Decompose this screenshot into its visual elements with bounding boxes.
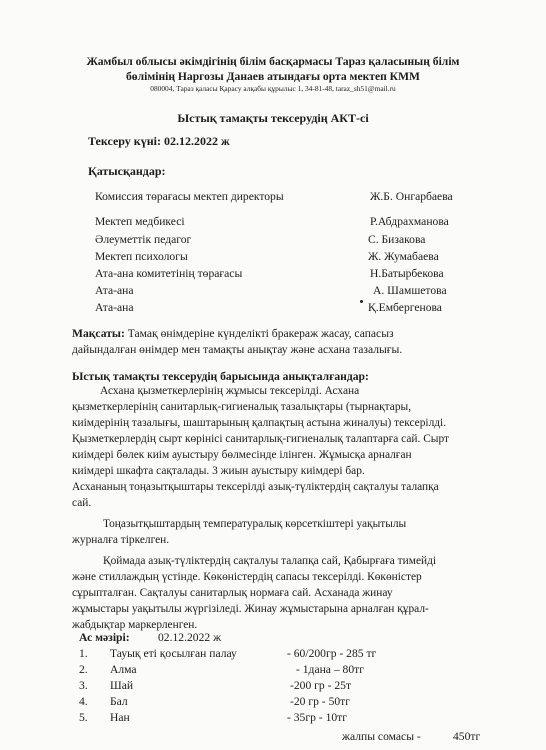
participant-name: С. Бизакова: [368, 233, 426, 246]
participant-name: Қ.Ембергенова: [368, 301, 442, 314]
purpose-line-2: дайындалған өнімдер мен тамақты анықтау және асхана тазалығы.: [72, 343, 403, 356]
menu-label: Ас мәзірі:: [79, 631, 130, 644]
body-line: Тоңазытқыштардың температуралық көрсеткіштері уақытылы: [103, 518, 407, 530]
body-line: Қызметкерлердің сырт көрінісі санитарлық-гигиеналық талаптарға сай. Сырт: [72, 433, 449, 445]
body-line: киімдері бөлек киім ауыстыру бөлмесінде ілінген. Жұмысқа арналған: [72, 449, 412, 461]
body-line: сұрыпталған. Сақталуы санитарлық нормаға сай. Асханада жинау: [72, 587, 393, 599]
menu-item-name: Алма: [110, 663, 137, 676]
header-line-1: Жамбыл облысы әкімдігінің білім басқармасы Тараз қаласының білім: [86, 55, 460, 68]
inspection-date: Тексеру күні: 02.12.2022 ж: [88, 134, 230, 148]
menu-item-name: Нан: [110, 711, 130, 724]
menu-item-number: 2.: [79, 663, 88, 676]
participants-heading: Қатысқандар:: [88, 164, 166, 178]
participant-name: А. Шамшетова: [373, 284, 447, 297]
body-line: Асхананың тоңазытқыштары тексерілді азық-түліктердің сақталуы талапқа: [72, 481, 439, 493]
participant-role: Комиссия төрағасы мектеп директоры: [95, 190, 284, 203]
body-line: киімдерінің тазалығы, шаштарының қалпақтың астына жиналуы) тексерілді.: [72, 417, 447, 429]
menu-item-qty: - 35гр - 10тг: [287, 711, 347, 724]
ink-speck: [360, 300, 363, 303]
body-line: киімдері шкафта сақталады. 3 жиын ауыстыру киімдері бар.: [72, 465, 365, 477]
purpose-label: Мақсаты:: [72, 327, 125, 340]
purpose-line-1: [72, 327, 394, 340]
header-address: 080004, Тараз қаласы Қарасу алқабы құрылыс 1, 34-81-48, taraz_sh51@mail.ru: [150, 84, 396, 93]
participant-role: Әлеуметтік педагог: [95, 233, 192, 246]
body-line: және стиллаждың үстінде. Көкөністердің сапасы тексерілді. Көкөністер: [72, 571, 422, 583]
document-title: Ыстық тамақты тексерудің АКТ-сі: [177, 111, 369, 125]
body-line: жабдықтар маркерленген.: [72, 619, 198, 631]
body-line: Асхана қызметкерлерінің жұмысы тексерілді. Асхана: [100, 385, 360, 397]
menu-item-number: 5.: [79, 711, 88, 724]
menu-item-number: 3.: [79, 679, 88, 692]
menu-item-number: 4.: [79, 695, 88, 708]
body-line: қызметкерлерінің санитарлық-гигиеналық тазалықтары (тырнақтары,: [72, 401, 412, 413]
menu-total-value: 450тг: [453, 730, 481, 743]
menu-item-name: Шай: [110, 679, 134, 692]
body-line: сай.: [72, 497, 92, 509]
menu-item-number: 1.: [79, 647, 88, 660]
header-line-2: бөлімінің Наргозы Данаев атындағы орта мектеп КММ: [126, 70, 420, 83]
menu-date: 02.12.2022 ж: [158, 631, 222, 644]
body-line: жұмыстары уақытылы жүргізіледі. Жинау жұмыстарына арналған құрал-: [72, 603, 429, 615]
body-line: Қоймада азық-түліктердің сақталуы талапқа сай, Қабырғаға тимейді: [103, 555, 437, 567]
menu-item-name: Тауық еті қосылған палау: [110, 647, 237, 660]
menu-item-name: Бал: [110, 695, 128, 708]
participant-role: Ата-ана комитетінің төрағасы: [95, 267, 243, 280]
menu-item-qty: -200 гр - 25т: [290, 679, 352, 692]
menu-item-qty: - 1дана – 80тг: [296, 663, 364, 676]
menu-item-qty: -20 гр - 50тг: [290, 695, 350, 708]
participant-name: Р.Абдрахманова: [370, 215, 449, 228]
participant-role: Ата-ана: [95, 284, 134, 297]
participant-name: Н.Батырбекова: [370, 267, 444, 280]
participant-role: Мектеп медбикесі: [95, 215, 185, 228]
participant-name: Ж.Б. Онгарбаева: [370, 190, 453, 203]
participant-role: Мектеп психологы: [95, 250, 188, 263]
menu-total-label: жалпы сомасы -: [342, 730, 421, 743]
participant-name: Ж. Жумабаева: [368, 250, 439, 263]
body-line: журналға тіркелген.: [72, 534, 170, 546]
purpose-text: Тамақ өнімдеріне күнделікті бракераж жасау, сапасыз: [124, 327, 394, 340]
participant-role: Ата-ана: [95, 301, 134, 314]
menu-item-qty: - 60/200гр - 285 тг: [287, 647, 377, 660]
findings-heading: Ыстық тамақты тексерудің барысында анықталғандар:: [72, 370, 369, 383]
